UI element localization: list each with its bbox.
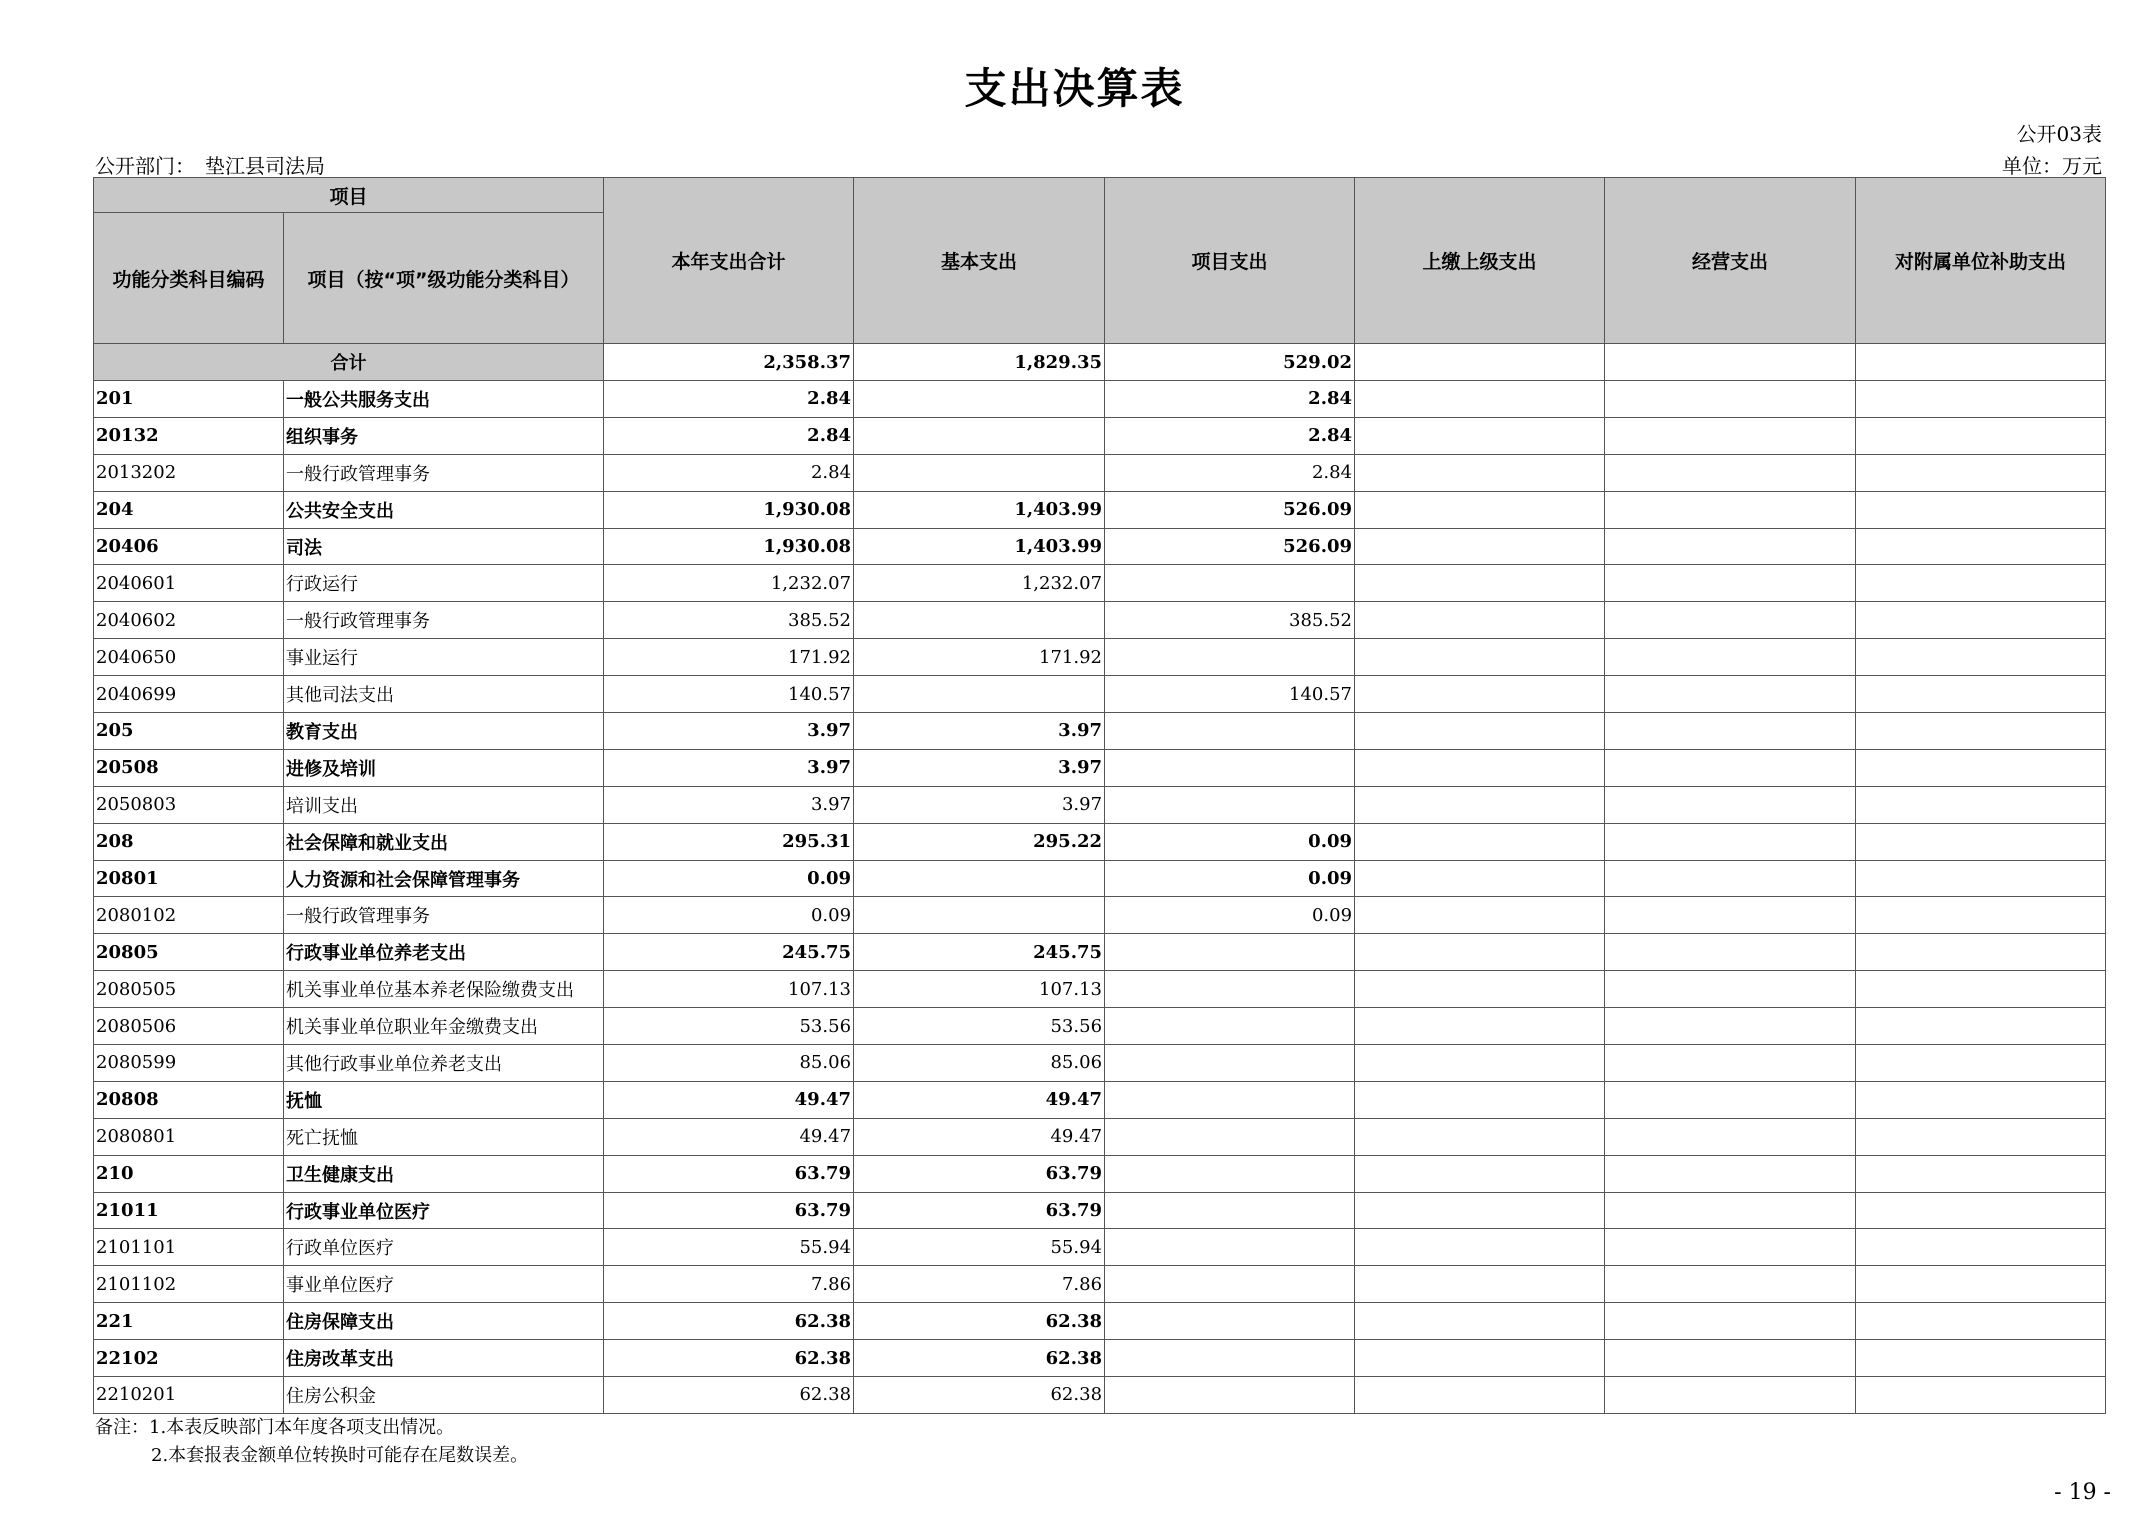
cell-basic [854, 417, 1105, 454]
header-code: 功能分类科目编码 [94, 213, 284, 344]
cell-subsidy [1856, 897, 2106, 934]
cell-business [1605, 860, 1856, 897]
cell-total: 385.52 [604, 602, 854, 639]
table-row [94, 1008, 2106, 1045]
cell-name: 组织事务 [284, 417, 604, 454]
cell-total: 3.97 [604, 786, 854, 823]
cell-code: 20805 [94, 934, 284, 971]
cell-name: 行政事业单位养老支出 [284, 934, 604, 971]
cell-basic [854, 381, 1105, 418]
cell-total: 49.47 [604, 1118, 854, 1155]
cell-name: 司法 [284, 528, 604, 565]
cell-total: 245.75 [604, 934, 854, 971]
cell-total: 2.84 [604, 454, 854, 491]
cell-total: 7.86 [604, 1266, 854, 1303]
cell-name: 其他行政事业单位养老支出 [284, 1045, 604, 1082]
cell-basic: 7.86 [854, 1266, 1105, 1303]
cell-subsidy [1856, 1340, 2106, 1377]
cell-business [1605, 602, 1856, 639]
cell-business [1605, 1340, 1856, 1377]
cell-total: 3.97 [604, 713, 854, 750]
cell-subsidy [1856, 1155, 2106, 1192]
footnote-2: 2.本套报表金额单位转换时可能存在尾数误差。 [151, 1445, 529, 1466]
cell-project [1105, 1008, 1355, 1045]
cell-project: 2.84 [1105, 454, 1355, 491]
total-cell-upper [1355, 344, 1605, 381]
cell-subsidy [1856, 1008, 2106, 1045]
cell-subsidy [1856, 749, 2106, 786]
cell-code: 204 [94, 491, 284, 528]
cell-name: 事业单位医疗 [284, 1266, 604, 1303]
cell-basic: 1,232.07 [854, 565, 1105, 602]
page-title: 支出决算表 [964, 64, 1185, 113]
cell-upper [1355, 1192, 1605, 1229]
cell-code: 20508 [94, 749, 284, 786]
department-label: 公开部门： 垫江县司法局 [95, 154, 325, 178]
cell-subsidy [1856, 1081, 2106, 1118]
cell-project [1105, 1192, 1355, 1229]
total-cell-basic: 1,829.35 [854, 344, 1105, 381]
cell-total: 62.38 [604, 1340, 854, 1377]
cell-project [1105, 934, 1355, 971]
cell-business [1605, 528, 1856, 565]
cell-total: 0.09 [604, 897, 854, 934]
cell-basic: 3.97 [854, 713, 1105, 750]
cell-total: 1,930.08 [604, 528, 854, 565]
cell-name: 死亡抚恤 [284, 1118, 604, 1155]
header-project-group: 项目 [94, 178, 604, 213]
cell-code: 2080801 [94, 1118, 284, 1155]
cell-project [1105, 749, 1355, 786]
cell-upper [1355, 1155, 1605, 1192]
table-row [94, 1303, 2106, 1340]
table-row [94, 528, 2106, 565]
cell-subsidy [1856, 528, 2106, 565]
cell-basic: 3.97 [854, 786, 1105, 823]
cell-code: 2040699 [94, 676, 284, 713]
cell-upper [1355, 897, 1605, 934]
cell-subsidy [1856, 417, 2106, 454]
cell-code: 201 [94, 381, 284, 418]
cell-business [1605, 897, 1856, 934]
cell-subsidy [1856, 860, 2106, 897]
cell-upper [1355, 1229, 1605, 1266]
cell-project: 2.84 [1105, 417, 1355, 454]
cell-code: 22102 [94, 1340, 284, 1377]
cell-total: 3.97 [604, 749, 854, 786]
cell-code: 2080506 [94, 1008, 284, 1045]
cell-upper [1355, 934, 1605, 971]
cell-upper [1355, 676, 1605, 713]
cell-project [1105, 565, 1355, 602]
cell-total: 0.09 [604, 860, 854, 897]
cell-project [1105, 1303, 1355, 1340]
cell-total: 171.92 [604, 639, 854, 676]
table-row [94, 639, 2106, 676]
cell-upper [1355, 381, 1605, 418]
table-row [94, 676, 2106, 713]
cell-name: 培训支出 [284, 786, 604, 823]
cell-business [1605, 639, 1856, 676]
cell-upper [1355, 417, 1605, 454]
cell-project [1105, 1045, 1355, 1082]
cell-code: 2101102 [94, 1266, 284, 1303]
cell-project [1105, 1266, 1355, 1303]
table-row [94, 749, 2106, 786]
table-row [94, 1081, 2106, 1118]
total-cell-total: 2,358.37 [604, 344, 854, 381]
cell-upper [1355, 565, 1605, 602]
cell-code: 2040650 [94, 639, 284, 676]
cell-upper [1355, 491, 1605, 528]
cell-code: 20801 [94, 860, 284, 897]
cell-name: 公共安全支出 [284, 491, 604, 528]
cell-upper [1355, 602, 1605, 639]
cell-subsidy [1856, 934, 2106, 971]
cell-name: 其他司法支出 [284, 676, 604, 713]
cell-name: 一般行政管理事务 [284, 897, 604, 934]
cell-subsidy [1856, 823, 2106, 860]
cell-code: 2080599 [94, 1045, 284, 1082]
cell-total: 63.79 [604, 1192, 854, 1229]
cell-subsidy [1856, 1266, 2106, 1303]
cell-basic: 107.13 [854, 971, 1105, 1008]
table-row [94, 897, 2106, 934]
cell-name: 抚恤 [284, 1081, 604, 1118]
header-upper: 上缴上级支出 [1355, 178, 1605, 344]
cell-subsidy [1856, 565, 2106, 602]
cell-name: 行政运行 [284, 565, 604, 602]
cell-total: 2.84 [604, 417, 854, 454]
cell-upper [1355, 860, 1605, 897]
cell-project [1105, 713, 1355, 750]
cell-basic: 85.06 [854, 1045, 1105, 1082]
cell-upper [1355, 713, 1605, 750]
cell-project [1105, 971, 1355, 1008]
cell-project [1105, 639, 1355, 676]
table-row [94, 1229, 2106, 1266]
cell-business [1605, 1155, 1856, 1192]
cell-code: 2040601 [94, 565, 284, 602]
cell-basic: 62.38 [854, 1377, 1105, 1414]
header-total: 本年支出合计 [604, 178, 854, 344]
cell-project [1105, 1081, 1355, 1118]
header-project: 项目支出 [1105, 178, 1355, 344]
cell-business [1605, 823, 1856, 860]
total-cell-project: 529.02 [1105, 344, 1355, 381]
cell-code: 20406 [94, 528, 284, 565]
cell-basic [854, 602, 1105, 639]
unit-label: 单位：万元 [2002, 154, 2102, 178]
cell-upper [1355, 1045, 1605, 1082]
cell-project [1105, 1377, 1355, 1414]
cell-code: 21011 [94, 1192, 284, 1229]
table-row [94, 1118, 2106, 1155]
cell-business [1605, 1045, 1856, 1082]
table-row [94, 1266, 2106, 1303]
cell-name: 住房改革支出 [284, 1340, 604, 1377]
header-business: 经营支出 [1605, 178, 1856, 344]
table-row [94, 713, 2106, 750]
table-row [94, 454, 2106, 491]
total-cell-business [1605, 344, 1856, 381]
cell-business [1605, 1377, 1856, 1414]
cell-subsidy [1856, 1118, 2106, 1155]
cell-project: 0.09 [1105, 823, 1355, 860]
cell-basic [854, 897, 1105, 934]
table-row [94, 1340, 2106, 1377]
cell-business [1605, 713, 1856, 750]
form-number: 公开03表 [2016, 122, 2102, 146]
cell-basic: 53.56 [854, 1008, 1105, 1045]
cell-name: 行政单位医疗 [284, 1229, 604, 1266]
table-row [94, 1155, 2106, 1192]
cell-project [1105, 1229, 1355, 1266]
table-row [94, 934, 2106, 971]
cell-code: 221 [94, 1303, 284, 1340]
cell-project: 2.84 [1105, 381, 1355, 418]
header-subsidy: 对附属单位补助支出 [1856, 178, 2106, 344]
cell-subsidy [1856, 1229, 2106, 1266]
cell-code: 2040602 [94, 602, 284, 639]
cell-basic: 49.47 [854, 1118, 1105, 1155]
cell-upper [1355, 1340, 1605, 1377]
table-row [94, 417, 2106, 454]
cell-code: 2080102 [94, 897, 284, 934]
cell-subsidy [1856, 639, 2106, 676]
cell-basic: 171.92 [854, 639, 1105, 676]
cell-code: 2050803 [94, 786, 284, 823]
cell-project: 140.57 [1105, 676, 1355, 713]
cell-upper [1355, 1118, 1605, 1155]
cell-business [1605, 1266, 1856, 1303]
cell-name: 教育支出 [284, 713, 604, 750]
cell-project [1105, 1155, 1355, 1192]
cell-upper [1355, 454, 1605, 491]
cell-basic: 62.38 [854, 1303, 1105, 1340]
cell-upper [1355, 749, 1605, 786]
cell-project: 385.52 [1105, 602, 1355, 639]
cell-basic [854, 454, 1105, 491]
cell-subsidy [1856, 602, 2106, 639]
cell-code: 20808 [94, 1081, 284, 1118]
cell-basic: 295.22 [854, 823, 1105, 860]
expenditure-table [93, 177, 2106, 1414]
cell-business [1605, 454, 1856, 491]
cell-total: 55.94 [604, 1229, 854, 1266]
cell-name: 人力资源和社会保障管理事务 [284, 860, 604, 897]
cell-business [1605, 1118, 1856, 1155]
cell-project: 0.09 [1105, 860, 1355, 897]
total-label: 合计 [94, 344, 604, 381]
cell-code: 20132 [94, 417, 284, 454]
table-row [94, 1192, 2106, 1229]
cell-upper [1355, 1008, 1605, 1045]
cell-basic: 63.79 [854, 1155, 1105, 1192]
cell-upper [1355, 639, 1605, 676]
cell-total: 63.79 [604, 1155, 854, 1192]
cell-code: 2101101 [94, 1229, 284, 1266]
cell-code: 2210201 [94, 1377, 284, 1414]
cell-upper [1355, 971, 1605, 1008]
cell-total: 85.06 [604, 1045, 854, 1082]
cell-business [1605, 934, 1856, 971]
footnotes [95, 1414, 528, 1470]
cell-code: 2080505 [94, 971, 284, 1008]
cell-business [1605, 1229, 1856, 1266]
cell-code: 205 [94, 713, 284, 750]
total-row [94, 344, 2106, 381]
table-body [94, 381, 2106, 1414]
table-row [94, 971, 2106, 1008]
cell-basic: 62.38 [854, 1340, 1105, 1377]
cell-business [1605, 491, 1856, 528]
cell-code: 2013202 [94, 454, 284, 491]
cell-subsidy [1856, 1303, 2106, 1340]
cell-upper [1355, 1081, 1605, 1118]
cell-upper [1355, 786, 1605, 823]
table-row [94, 860, 2106, 897]
total-cell-subsidy [1856, 344, 2106, 381]
table-row [94, 786, 2106, 823]
cell-name: 社会保障和就业支出 [284, 823, 604, 860]
cell-upper [1355, 823, 1605, 860]
table-row [94, 1377, 2106, 1414]
cell-business [1605, 1192, 1856, 1229]
cell-basic: 1,403.99 [854, 528, 1105, 565]
cell-subsidy [1856, 676, 2106, 713]
cell-total: 1,930.08 [604, 491, 854, 528]
cell-name: 一般行政管理事务 [284, 602, 604, 639]
cell-project: 526.09 [1105, 528, 1355, 565]
table-row [94, 602, 2106, 639]
cell-upper [1355, 1303, 1605, 1340]
cell-subsidy [1856, 971, 2106, 1008]
cell-total: 107.13 [604, 971, 854, 1008]
cell-basic: 49.47 [854, 1081, 1105, 1118]
cell-subsidy [1856, 454, 2106, 491]
cell-total: 295.31 [604, 823, 854, 860]
footnote-1: 备注：1.本表反映部门本年度各项支出情况。 [95, 1417, 455, 1438]
cell-subsidy [1856, 1377, 2106, 1414]
cell-subsidy [1856, 1192, 2106, 1229]
header-name: 项目（按“项”级功能分类科目） [284, 213, 604, 344]
table-row [94, 565, 2106, 602]
page-number: - 19 - [2054, 1480, 2111, 1505]
cell-business [1605, 786, 1856, 823]
cell-business [1605, 971, 1856, 1008]
table-row [94, 1045, 2106, 1082]
cell-total: 62.38 [604, 1303, 854, 1340]
cell-total: 49.47 [604, 1081, 854, 1118]
cell-total: 1,232.07 [604, 565, 854, 602]
cell-basic [854, 860, 1105, 897]
cell-project: 526.09 [1105, 491, 1355, 528]
cell-name: 机关事业单位基本养老保险缴费支出 [284, 971, 604, 1008]
cell-name: 进修及培训 [284, 749, 604, 786]
cell-basic [854, 676, 1105, 713]
cell-project [1105, 1340, 1355, 1377]
cell-project [1105, 1118, 1355, 1155]
cell-project: 0.09 [1105, 897, 1355, 934]
cell-name: 卫生健康支出 [284, 1155, 604, 1192]
cell-upper [1355, 1266, 1605, 1303]
cell-basic: 55.94 [854, 1229, 1105, 1266]
cell-business [1605, 417, 1856, 454]
cell-total: 2.84 [604, 381, 854, 418]
table-row [94, 381, 2106, 418]
cell-business [1605, 381, 1856, 418]
cell-business [1605, 749, 1856, 786]
cell-code: 208 [94, 823, 284, 860]
cell-subsidy [1856, 713, 2106, 750]
cell-business [1605, 1303, 1856, 1340]
table-row [94, 491, 2106, 528]
cell-code: 210 [94, 1155, 284, 1192]
cell-business [1605, 1008, 1856, 1045]
table-row [94, 823, 2106, 860]
cell-basic: 3.97 [854, 749, 1105, 786]
cell-basic: 1,403.99 [854, 491, 1105, 528]
cell-subsidy [1856, 491, 2106, 528]
cell-name: 住房公积金 [284, 1377, 604, 1414]
cell-subsidy [1856, 786, 2106, 823]
cell-basic: 245.75 [854, 934, 1105, 971]
cell-name: 行政事业单位医疗 [284, 1192, 604, 1229]
cell-name: 机关事业单位职业年金缴费支出 [284, 1008, 604, 1045]
cell-business [1605, 1081, 1856, 1118]
cell-project [1105, 786, 1355, 823]
cell-name: 一般行政管理事务 [284, 454, 604, 491]
cell-upper [1355, 528, 1605, 565]
cell-basic: 63.79 [854, 1192, 1105, 1229]
cell-name: 事业运行 [284, 639, 604, 676]
cell-business [1605, 676, 1856, 713]
cell-upper [1355, 1377, 1605, 1414]
cell-subsidy [1856, 381, 2106, 418]
cell-subsidy [1856, 1045, 2106, 1082]
cell-total: 140.57 [604, 676, 854, 713]
cell-business [1605, 565, 1856, 602]
header-basic: 基本支出 [854, 178, 1105, 344]
cell-total: 53.56 [604, 1008, 854, 1045]
cell-name: 住房保障支出 [284, 1303, 604, 1340]
cell-total: 62.38 [604, 1377, 854, 1414]
cell-name: 一般公共服务支出 [284, 381, 604, 418]
